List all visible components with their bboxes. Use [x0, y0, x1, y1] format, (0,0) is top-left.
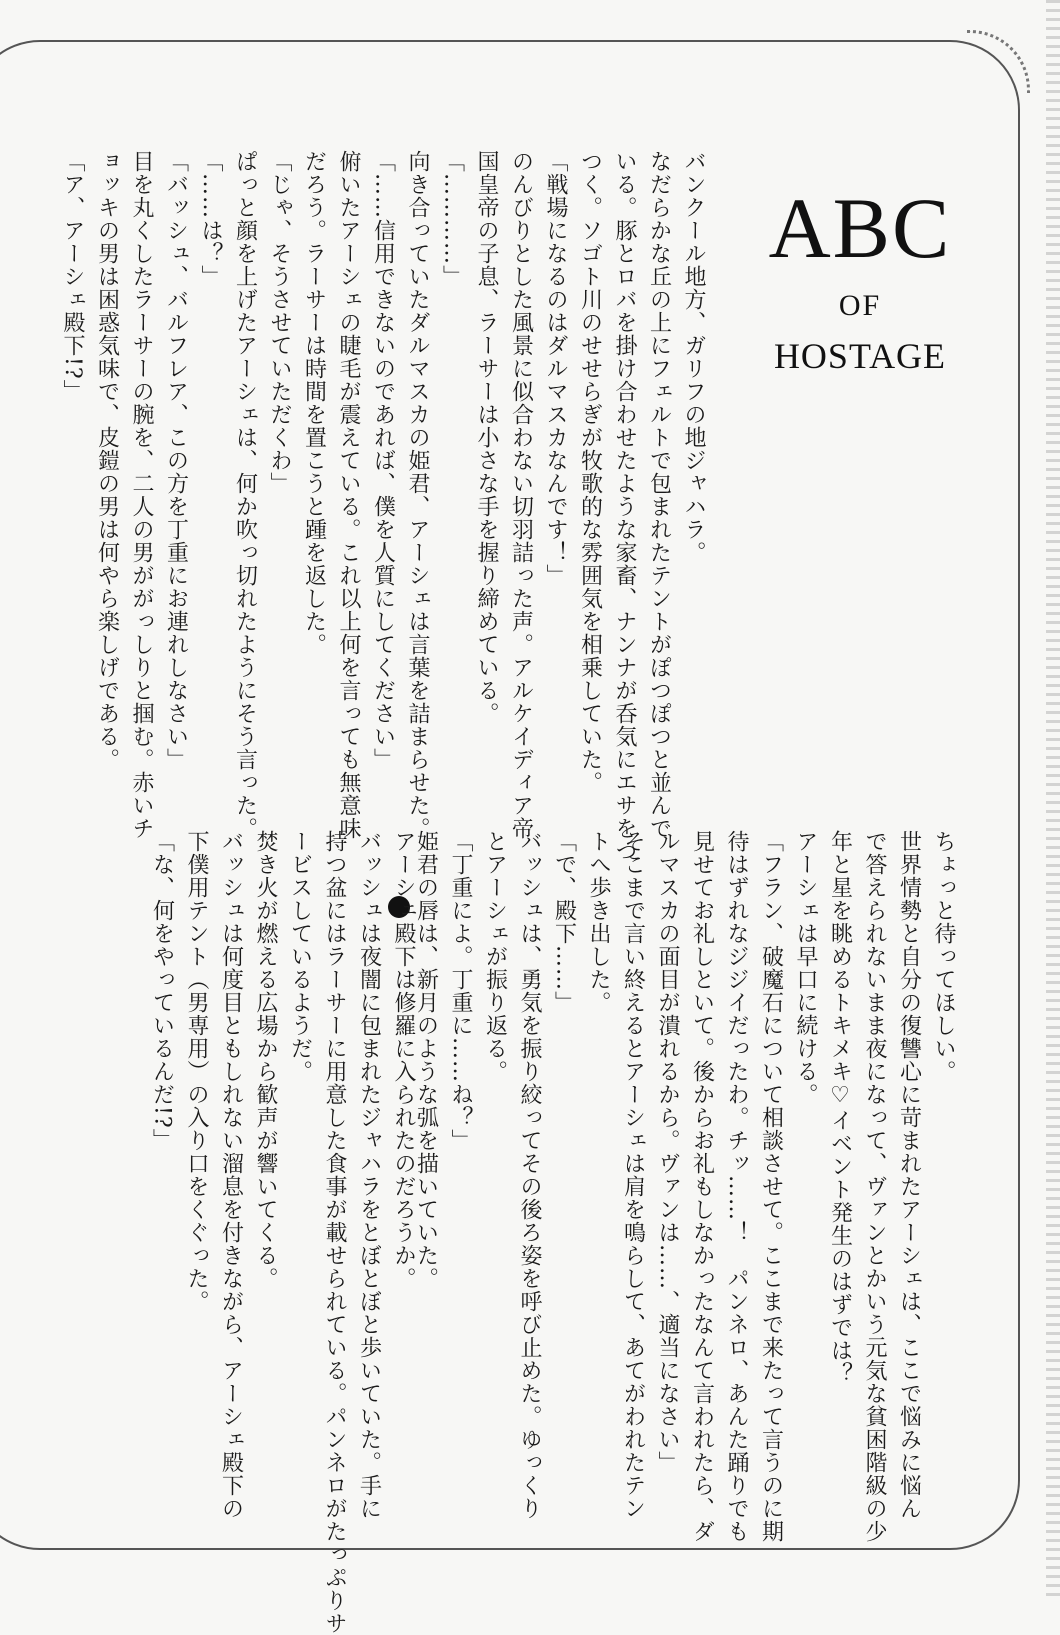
- title-line-2: OF: [838, 289, 882, 322]
- title-line-3: HOSTAGE: [773, 336, 947, 376]
- title-line-1: ABC: [768, 180, 952, 276]
- text-line: とアーシェが振り返る。: [482, 830, 508, 1083]
- text-line: 「……信用できないのであれば、僕を人質にしてください」: [370, 150, 396, 771]
- bottom-left-text-block: [144, 830, 420, 1635]
- text-line: 「ア、アーシェ殿下!?」: [60, 150, 85, 403]
- text-line: 世界情勢と自分の復讐心に苛まれたアーシェは、ここで悩みに悩ん: [896, 830, 922, 1520]
- text-line: アーシェは早口に続ける。: [793, 830, 818, 1106]
- text-line: 「バッシュ、バルフレア、この方を丁重にお連れしなさい」: [163, 150, 189, 771]
- text-line: 「じゃ、そうさせていただくわ」: [267, 150, 292, 495]
- text-line: 「で、殿下……」: [551, 830, 577, 1014]
- text-line: 「……は？」: [198, 150, 223, 288]
- text-line: ちょっと待ってほしい。: [931, 830, 956, 1083]
- text-line: バッシュは夜闇に包まれたジャハラをとぼとぼと歩いていた。手に: [356, 830, 382, 1520]
- text-line: 下僕用テント（男専用）の入り口をくぐった。: [184, 830, 209, 1313]
- text-line: だろう。ラーサーは時間を置こうと踵を返した。: [301, 150, 327, 656]
- text-line: 年と星を眺めるトキメキ♡イベント発生のはずでは？: [827, 830, 853, 1385]
- text-line: ルマスカの面目が潰れるから。ヴァンは……、適当になさい」: [655, 830, 680, 1474]
- text-line: アーシェ殿下は修羅に入られたのだろうか。: [391, 830, 416, 1290]
- text-line: ョッキの男は困惑気味で、皮鎧の男は何やら楽しげである。: [94, 150, 120, 771]
- text-line: トへ歩き出した。: [586, 830, 611, 1014]
- text-line: ぱっと顔を上げたアーシェは、何か吹っ切れたようにそう言った。: [232, 150, 258, 840]
- text-line: 「フラン、破魔石について相談させて。ここまで来たって言うのに期: [758, 830, 784, 1543]
- text-line: なだらかな丘の上にフェルトで包まれたテントがぽつぽつと並んで: [646, 150, 672, 840]
- text-line: 俯いたアーシェの睫毛が震えている。これ以上何を言っても無意味: [336, 150, 361, 840]
- bottom-right-text-block: [408, 830, 960, 1543]
- text-line: ービスしているようだ。: [287, 830, 313, 1083]
- text-line: バッシュは、勇気を振り絞ってその後ろ姿を呼び止めた。ゆっくり: [517, 830, 542, 1520]
- text-line: 見せてお礼しといて。後からお礼もしなかったなんて言われたら、ダ: [689, 830, 715, 1543]
- text-line: 「丁重によ。丁重に……ね？」: [448, 830, 473, 1152]
- text-line: 向き合っていたダルマスカの姫君、アーシェは言葉を詰まらせた。: [405, 150, 430, 840]
- text-line: そこまで言い終えるとアーシェは肩を鳴らして、あてがわれたテン: [620, 830, 646, 1520]
- text-line: バンクール地方、ガリフの地ジャハラ。: [681, 150, 706, 564]
- text-line: 「…………」: [439, 150, 465, 288]
- lace-border-decoration: [1046, 0, 1060, 1600]
- text-line: いる。豚とロバを掛け合わせたような家畜、ナンナが呑気にエサをつ: [612, 150, 637, 863]
- text-line: 「な、何をやっているんだ!?」: [149, 830, 175, 1152]
- text-line: 待はずれなジジイだったわ。チッ……！ パンネロ、あんた踊りでも: [724, 830, 749, 1543]
- text-line: 「戦場になるのはダルマスカなんです！」: [543, 150, 568, 587]
- top-text-block: [55, 150, 711, 863]
- text-line: のんびりとした風景に似合わない切羽詰った声。アルケイディア帝: [508, 150, 534, 840]
- text-line: 目を丸くしたラーサーの腕を、二人の男ががっしりと掴む。赤いチ: [129, 150, 154, 840]
- text-line: 姫君の唇は、新月のような弧を描いていた。: [413, 830, 439, 1290]
- text-line: バッシュは何度目ともしれない溜息を付きながら、アーシェ殿下の: [218, 830, 244, 1520]
- text-line: 国皇帝の子息、ラーサーは小さな手を握り締めている。: [474, 150, 499, 725]
- text-line: つく。ソゴト川のせせらぎが牧歌的な雰囲気を相乗していた。: [577, 150, 603, 794]
- text-line: で答えられないまま夜になって、ヴァンとかいう元気な貧困階級の少: [862, 830, 887, 1543]
- story-title: [760, 180, 960, 377]
- text-line: 焚き火が燃える広場から歓声が響いてくる。: [253, 830, 278, 1290]
- text-line: 持つ盆にはラーサーに用意した食事が載せられている。パンネロがたっぷりサ: [322, 830, 347, 1635]
